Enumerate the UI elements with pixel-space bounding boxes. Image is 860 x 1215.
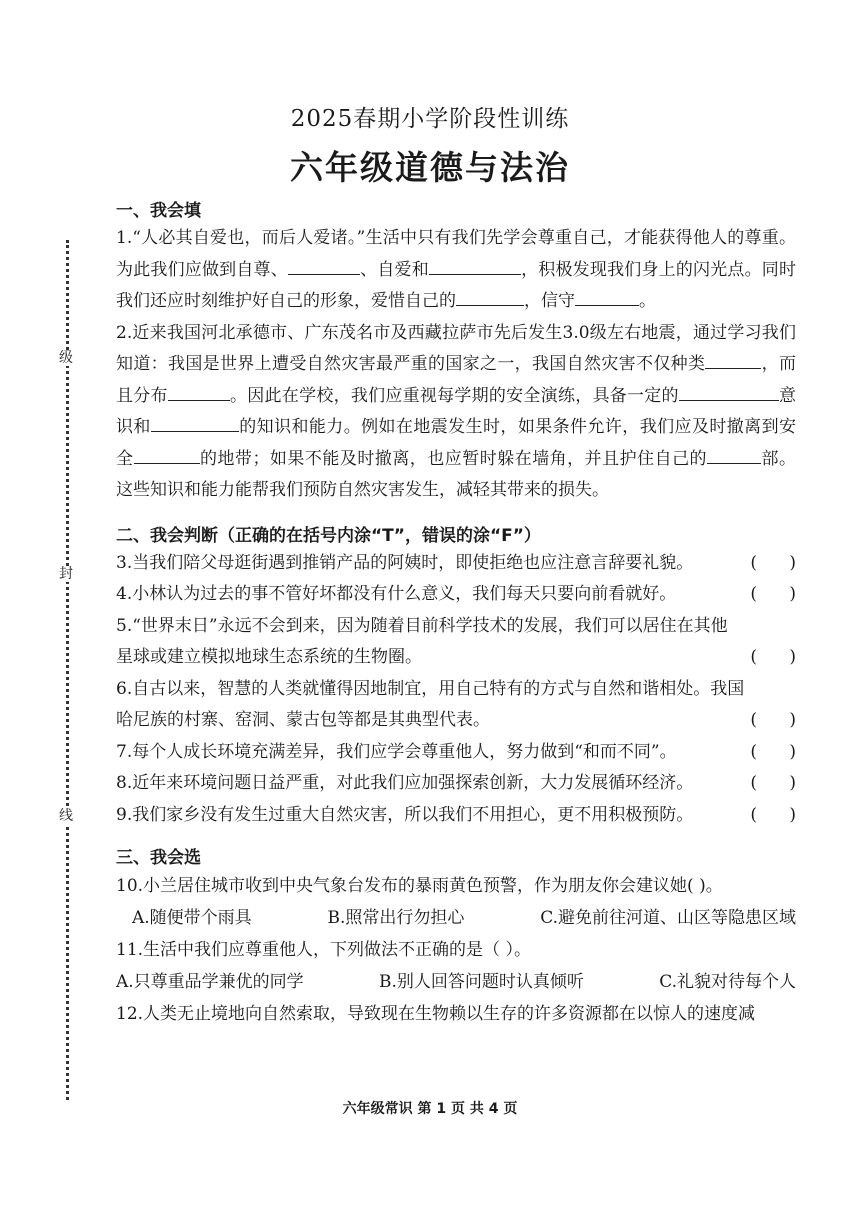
q6-text-line-2: 哈尼族的村寨、窑洞、蒙古包等都是其典型代表。: [116, 710, 490, 730]
q1-text-2: 、自爱和: [359, 259, 429, 280]
q2-blank-6[interactable]: [707, 445, 761, 464]
question-12-stem: 12.人类无止境地向自然索取，导致现在生物赖以生存的许多资源都在以惊人的速度减: [116, 1004, 756, 1024]
q8-text: 8.近年来环境问题日益严重，对此我们应加强探索创新，大力发展循环经济。: [116, 773, 694, 793]
q7-text: 7.每个人成长环境充满差异，我们应学会尊重他人，努力做到“和而不同”。: [116, 741, 677, 762]
section-2-heading: 二、我会判断（正确的在括号内涂“T”，错误的涂“F”）: [116, 525, 541, 546]
q3-text: 3.当我们陪父母逛街遇到推销产品的阿姨时，即使拒绝也应注意言辞要礼貌。: [116, 552, 694, 573]
q6-answer-paren[interactable]: ( ): [750, 710, 796, 730]
q2-text-7: 部。这些知识和能力能帮我们预防自然灾害发生，减轻其带来的损失。: [116, 448, 797, 500]
q4-answer-paren[interactable]: ( ): [750, 584, 796, 604]
q10-option-b[interactable]: B.照常出行勿担心: [327, 908, 465, 928]
q5-text-line-1: 5.“世界末日”永远不会到来，因为随着目前科学技术的发展，我们可以居住在其他: [116, 615, 728, 636]
binding-seal-label: 封: [59, 566, 73, 582]
q1-blank-4[interactable]: [575, 287, 639, 306]
q1-text-4: ，信守: [524, 291, 575, 311]
question-1: [116, 223, 796, 318]
question-10-stem: 10.小兰居住城市收到中央气象台发布的暴雨黄色预警，作为朋友你会建议她( )。: [116, 876, 723, 896]
q1-text-1: 1.“人必其自爱也，而后人爱诸。”生活中只有我们先学会尊重自己，才能获得他人的尊重。为此我们应做到自尊、: [116, 228, 796, 280]
binding-dotted-line: [66, 240, 69, 1100]
binding-line-label: 线: [59, 808, 73, 824]
q10-option-c[interactable]: C.避免前往河道、山区等隐患区域: [540, 908, 796, 928]
q2-text-3: 。因此在学校，我们应重视每学期的安全演练，具备一定的: [229, 385, 679, 406]
question-8: [116, 768, 796, 800]
q1-text-3: ，积极发现我们身上的闪光点。同时我们还应时刻维护好自己的形象，爱惜自己的: [116, 259, 797, 311]
exam-content: [116, 196, 796, 1030]
q4-text: 4.小林认为过去的事不管好坏都没有什么意义，我们每天只要向前看就好。: [116, 584, 677, 604]
question-2: [116, 318, 796, 507]
q1-blank-3[interactable]: [456, 287, 524, 306]
q2-text-2: ，而且分布: [116, 354, 797, 406]
question-7: [116, 737, 796, 769]
q11-option-b[interactable]: B.别人回答问题时认真倾听: [378, 972, 584, 992]
q9-answer-paren[interactable]: ( ): [750, 804, 796, 825]
q3-answer-paren[interactable]: ( ): [750, 552, 796, 573]
q2-blank-3[interactable]: [679, 382, 779, 401]
exam-title: 六年级道德与法治: [290, 148, 570, 187]
q2-blank-1[interactable]: [705, 350, 761, 369]
q7-answer-paren[interactable]: ( ): [750, 741, 796, 762]
q2-text-6: 的地带；如果不能及时撤离，也应暂时躲在墙角，并且护住自己的: [199, 448, 708, 469]
q1-blank-2[interactable]: [429, 256, 521, 275]
q2-blank-2[interactable]: [168, 382, 230, 401]
q2-text-1: 2.近来我国河北承德市、广东茂名市及西藏拉萨市先后发生3.0级左右地震，通过学习我们知道：我国是世界上遭受自然灾害最严重的国家之一，我国自然灾害不仅种类: [116, 322, 796, 374]
q1-text-5: 。: [639, 291, 656, 311]
q11-option-c[interactable]: C.礼貌对待每个人: [659, 972, 796, 992]
question-6: [116, 674, 796, 737]
q2-blank-4[interactable]: [151, 413, 239, 432]
q2-text-4: 意识和: [116, 385, 797, 437]
page-footer: 六年级常识 第 1 页 共 4 页: [342, 1101, 518, 1117]
question-11-stem: 11.生活中我们应尊重他人，下列做法不正确的是（ ）。: [116, 940, 531, 960]
q1-blank-1[interactable]: [288, 256, 360, 275]
q10-option-a[interactable]: A.随便带个雨具: [132, 908, 252, 928]
q2-text-5: 的知识和能力。例如在地震发生时，如果条件允许，我们应及时撤离到安全: [116, 417, 797, 469]
question-4: [116, 579, 796, 611]
q6-text-line-1: 6.自古以来，智慧的人类就懂得因地制宜，用自己特有的方式与自然和谐相处。我国: [116, 678, 745, 699]
q5-answer-paren[interactable]: ( ): [750, 647, 796, 667]
question-11-options: [116, 966, 796, 998]
question-5: [116, 611, 796, 674]
question-3: [116, 548, 796, 580]
exam-subtitle: 2025春期小学阶段性训练: [290, 106, 570, 132]
question-9: [116, 800, 796, 832]
section-1-heading: 一、我会填: [116, 201, 201, 221]
q5-text-line-2: 星球或建立模拟地球生态系统的生物圈。: [116, 647, 422, 667]
q2-blank-5[interactable]: [134, 445, 200, 464]
q11-option-a[interactable]: A.只尊重品学兼优的同学: [116, 972, 304, 992]
question-10-options: [116, 902, 796, 934]
q8-answer-paren[interactable]: ( ): [750, 773, 796, 793]
q9-text: 9.我们家乡没有发生过重大自然灾害，所以我们不用担心，更不用积极预防。: [116, 804, 694, 825]
binding-class-label: 级: [59, 350, 73, 366]
section-3-heading: 三、我会选: [116, 848, 201, 868]
